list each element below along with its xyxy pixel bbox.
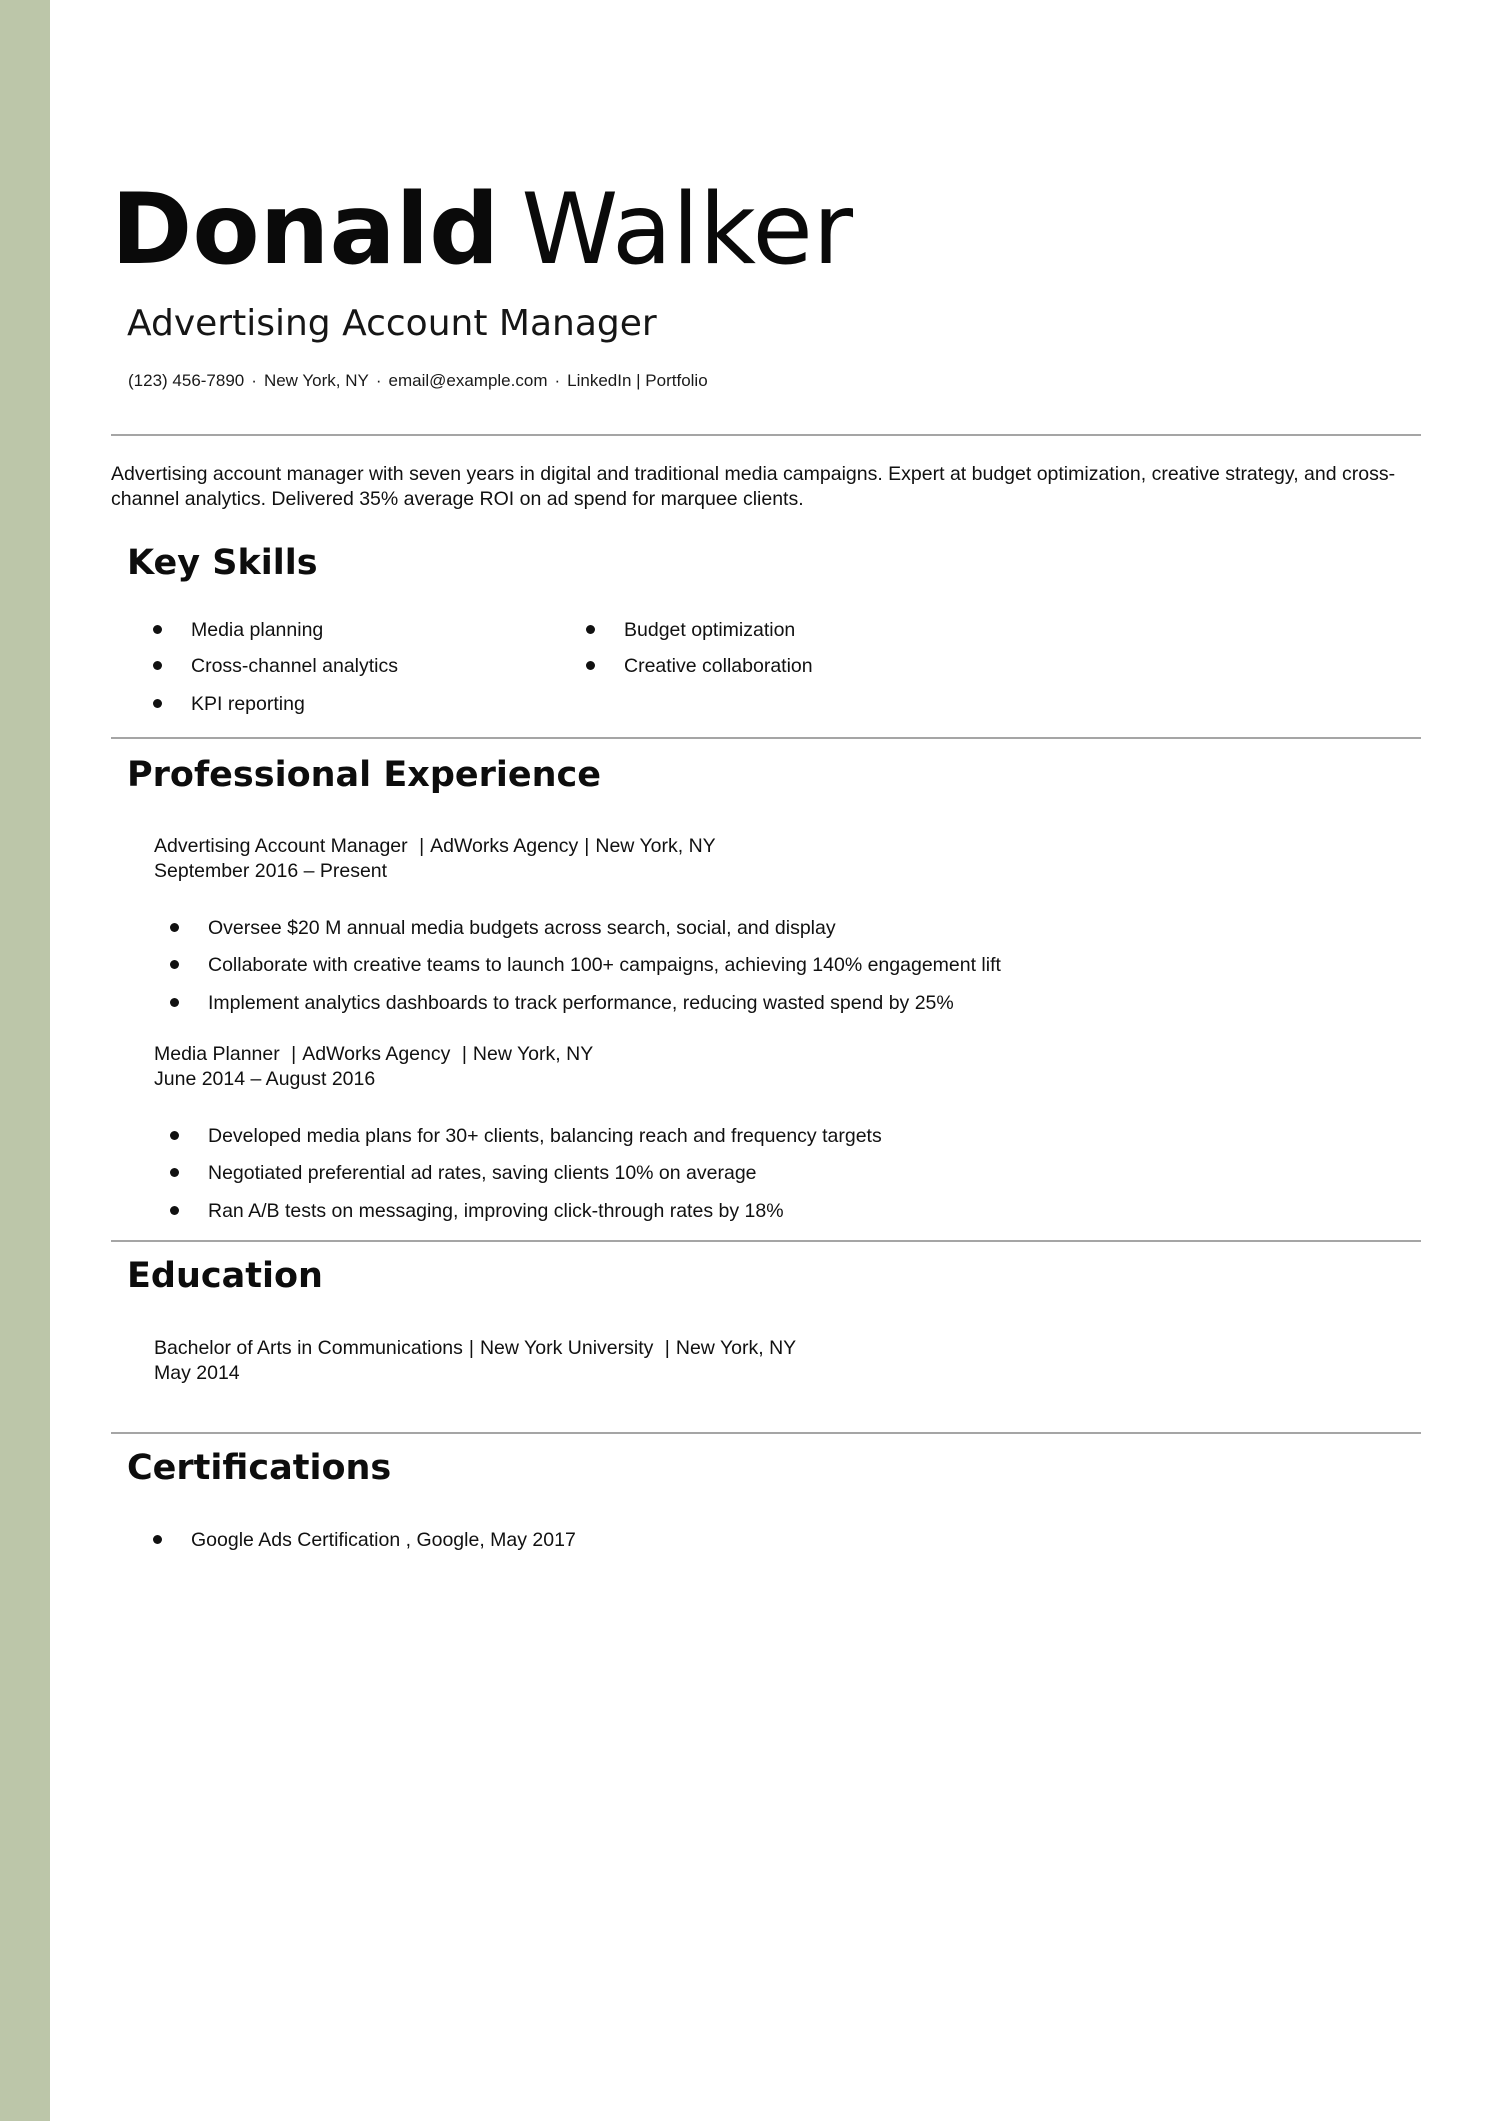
summary-text: Advertising account manager with seven years in digital and traditional media campaigns. Expert at budget optimization, creative strategy, and cross-channel analytics. Delivered 35% average ROI on ad spend for marquee clients.: [111, 463, 1396, 510]
contact-separator: ·: [375, 371, 382, 390]
education-location: New York, NY: [675, 1337, 797, 1359]
job-dates: September 2016 – Present: [154, 860, 388, 882]
section-heading-education: Education: [127, 1256, 323, 1296]
bullet-icon: [153, 699, 162, 708]
job-title: Advertising Account Manager: [127, 303, 657, 344]
contact-links[interactable]: LinkedIn | Portfolio: [567, 371, 708, 390]
bullet-icon: [586, 625, 595, 634]
job-bullet: Implement analytics dashboards to track performance, reducing wasted spend by 25%: [208, 991, 954, 1015]
contact-line: [128, 370, 708, 392]
divider: [111, 1240, 1421, 1242]
bullet-icon: [170, 960, 179, 969]
contact-email[interactable]: email@example.com: [388, 371, 548, 390]
skill-item: Budget optimization: [624, 618, 795, 642]
contact-location: New York, NY: [263, 371, 369, 390]
divider: [111, 434, 1421, 436]
resume-page: [111, 0, 1421, 2121]
job-bullet: Collaborate with creative teams to launch 100+ campaigns, achieving 140% engagement lift: [208, 953, 1001, 977]
job-title: Media Planner: [154, 1043, 280, 1065]
job-bullet: Ran A/B tests on messaging, improving click-through rates by 18%: [208, 1199, 784, 1223]
bullet-icon: [153, 625, 162, 634]
bullet-icon: [170, 998, 179, 1007]
side-accent-strip: [0, 0, 50, 2121]
job-location: New York, NY: [472, 1043, 594, 1065]
divider: [111, 737, 1421, 739]
pipe-separator: |: [468, 1337, 474, 1359]
section-heading-experience: Professional Experience: [127, 755, 602, 795]
job-dates: June 2014 – August 2016: [154, 1068, 376, 1090]
job-header: [154, 1042, 593, 1067]
pipe-separator: |: [584, 835, 590, 857]
first-name: Donald: [111, 173, 500, 287]
bullet-icon: [586, 661, 595, 670]
education-header: [154, 1336, 796, 1361]
divider: [111, 1432, 1421, 1434]
skill-item: KPI reporting: [191, 692, 305, 716]
bullet-icon: [170, 1206, 179, 1215]
job-company: AdWorks Agency: [430, 835, 579, 857]
job-header: [154, 834, 716, 859]
section-heading-skills: Key Skills: [127, 543, 318, 583]
candidate-name: [111, 170, 853, 290]
education-school: New York University: [479, 1337, 654, 1359]
contact-phone: (123) 456-7890: [128, 371, 245, 390]
bullet-icon: [170, 1131, 179, 1140]
last-name: Walker: [521, 173, 854, 287]
contact-separator: ·: [251, 371, 257, 390]
pipe-separator: |: [461, 1043, 467, 1065]
job-title: Advertising Account Manager: [154, 835, 408, 857]
job-company: AdWorks Agency: [302, 1043, 451, 1065]
job-bullet: Negotiated preferential ad rates, saving clients 10% on average: [208, 1161, 757, 1185]
job-bullet: Developed media plans for 30+ clients, balancing reach and frequency targets: [208, 1124, 882, 1148]
pipe-separator: |: [419, 835, 425, 857]
bullet-icon: [153, 661, 162, 670]
bullet-icon: [153, 1535, 162, 1544]
skill-item: Media planning: [191, 618, 323, 642]
skill-item: Cross-channel analytics: [191, 654, 398, 678]
education-date: May 2014: [154, 1362, 240, 1384]
bullet-icon: [170, 1168, 179, 1177]
section-heading-certifications: Certifications: [127, 1448, 392, 1488]
education-degree: Bachelor of Arts in Communications: [154, 1337, 463, 1359]
job-location: New York, NY: [595, 835, 716, 857]
pipe-separator: |: [291, 1043, 297, 1065]
job-bullet: Oversee $20 M annual media budgets across search, social, and display: [208, 916, 836, 940]
contact-separator: ·: [554, 371, 561, 390]
skill-item: Creative collaboration: [624, 654, 813, 678]
certification-item: Google Ads Certification , Google, May 2017: [191, 1528, 576, 1552]
pipe-separator: |: [664, 1337, 670, 1359]
bullet-icon: [170, 923, 179, 932]
